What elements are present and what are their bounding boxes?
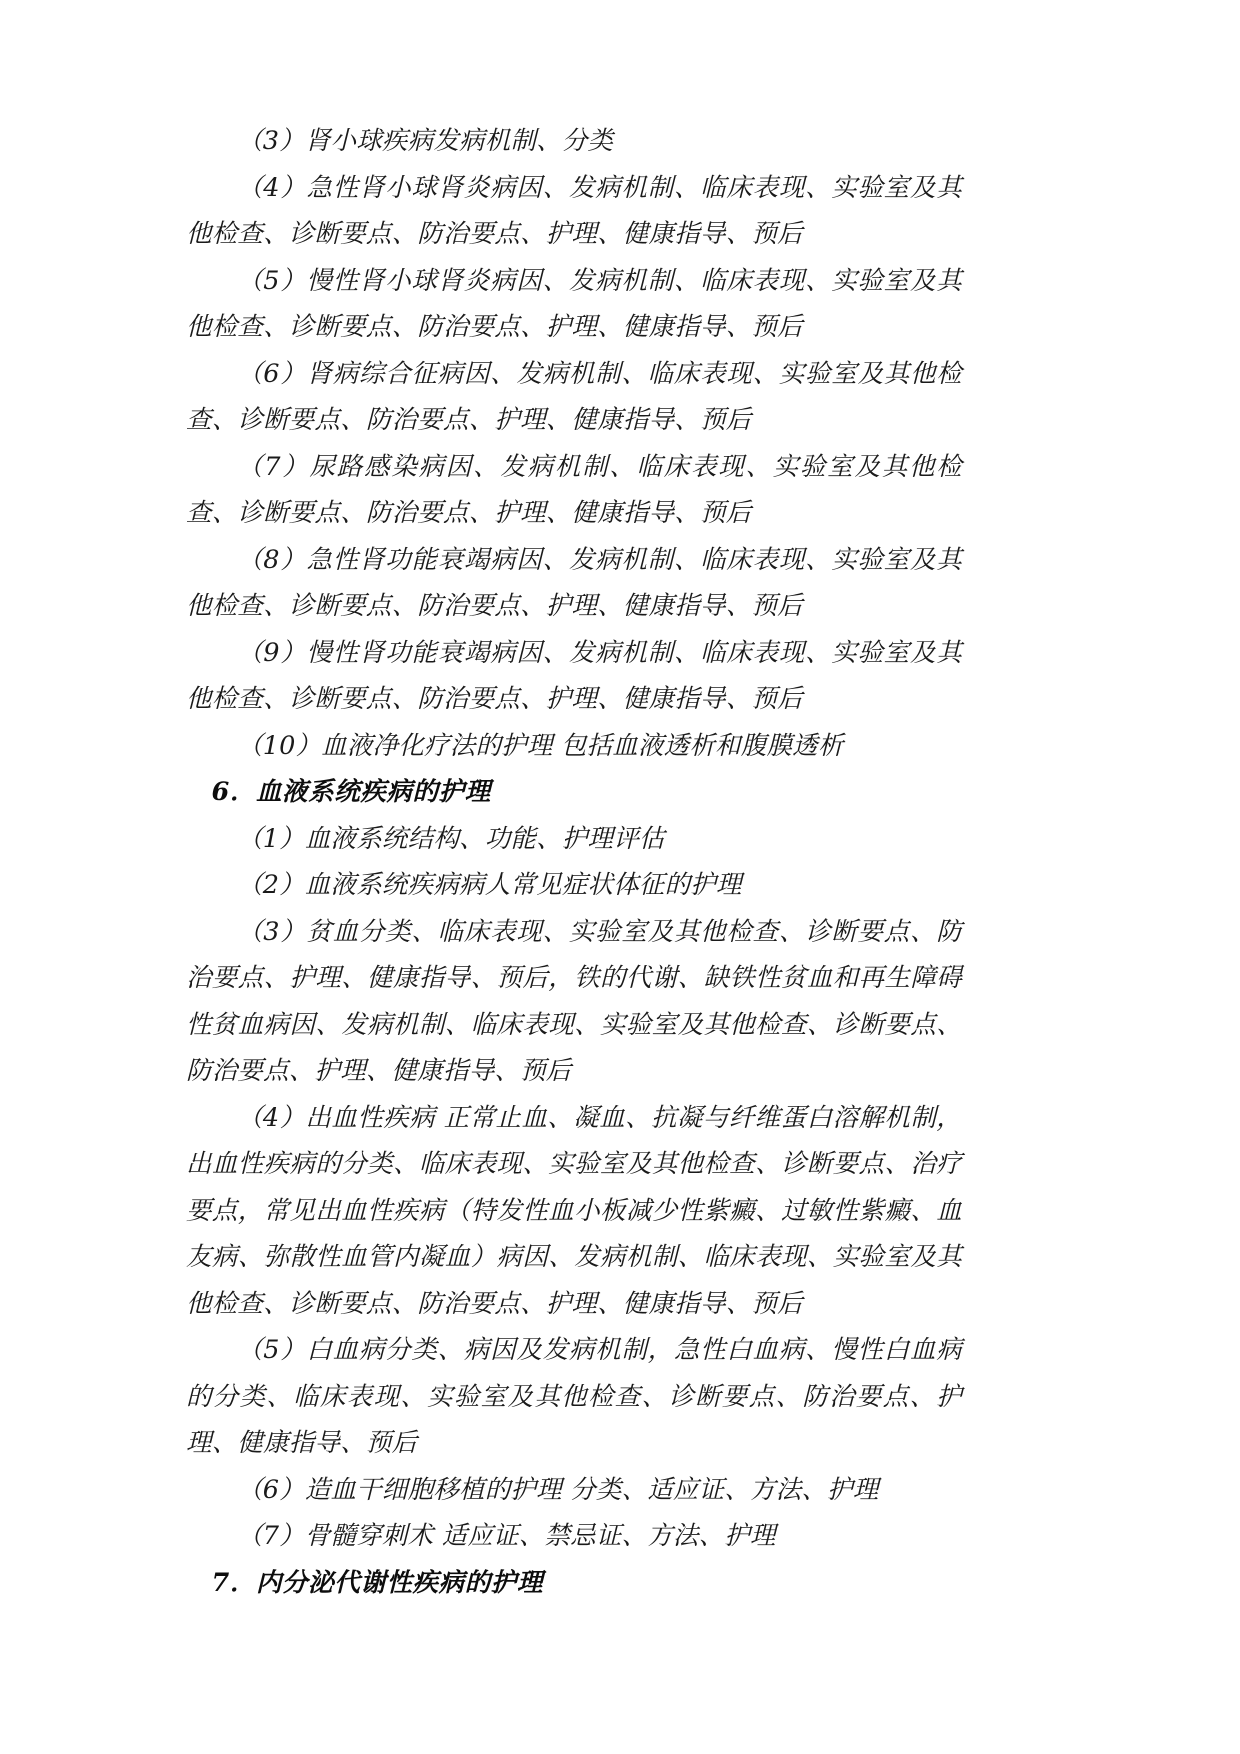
list-item: （3）贫血分类、临床表现、实验室及其他检查、诊断要点、防治要点、护理、健康指导、预后，铁的代谢、缺铁性贫血和再生障碍性贫血病因、发病机制、临床表现、实验室及其他检查、诊断要点、防治要点、护理、健康指导、预后 (186, 916, 962, 1086)
list-item: （4）出血性疾病 正常止血、凝血、抗凝与纤维蛋白溶解机制，出血性疾病的分类、临床表现、实验室及其他检查、诊断要点、治疗要点，常见出血性疾病（特发性血小板减少性紫癜、过敏性紫癜、血友病、弥散性血管内凝血）病因、发病机制、临床表现、实验室及其他检查、诊断要点、防治要点、护理、健康指导、预后 (186, 1102, 962, 1319)
list-item: （8）急性肾功能衰竭病因、发病机制、临床表现、实验室及其他检查、诊断要点、防治要点、护理、健康指导、预后 (186, 544, 962, 621)
list-item: （4）急性肾小球肾炎病因、发病机制、临床表现、实验室及其他检查、诊断要点、防治要点、护理、健康指导、预后 (186, 172, 962, 249)
list-item: （6）肾病综合征病因、发病机制、临床表现、实验室及其他检查、诊断要点、防治要点、护理、健康指导、预后 (186, 358, 962, 435)
section-heading-6: 6．血液系统疾病的护理 (211, 777, 491, 807)
list-item: （5）白血病分类、病因及发病机制，急性白血病、慢性白血病的分类、临床表现、实验室及其他检查、诊断要点、防治要点、护理、健康指导、预后 (186, 1335, 962, 1458)
page-content (186, 118, 962, 1606)
list-item: （5）慢性肾小球肾炎病因、发病机制、临床表现、实验室及其他检查、诊断要点、防治要点、护理、健康指导、预后 (186, 265, 962, 342)
list-item: （6）造血干细胞移植的护理 分类、适应证、方法、护理 (237, 1474, 879, 1505)
section-heading-7: 7．内分泌代谢性疾病的护理 (211, 1567, 544, 1598)
list-item: （10）血液净化疗法的护理 包括血液透析和腹膜透析 (237, 730, 844, 761)
list-item: （1）血液系统结构、功能、护理评估 (237, 823, 665, 854)
list-item: （9）慢性肾功能衰竭病因、发病机制、临床表现、实验室及其他检查、诊断要点、防治要点、护理、健康指导、预后 (186, 637, 962, 714)
list-item: （7）骨髓穿刺术 适应证、禁忌证、方法、护理 (237, 1521, 776, 1551)
list-item: （3）肾小球疾病发病机制、分类 (237, 126, 614, 156)
list-item: （2）血液系统疾病病人常见症状体征的护理 (237, 870, 742, 900)
list-item: （7）尿路感染病因、发病机制、临床表现、实验室及其他检查、诊断要点、防治要点、护理、健康指导、预后 (186, 451, 962, 528)
